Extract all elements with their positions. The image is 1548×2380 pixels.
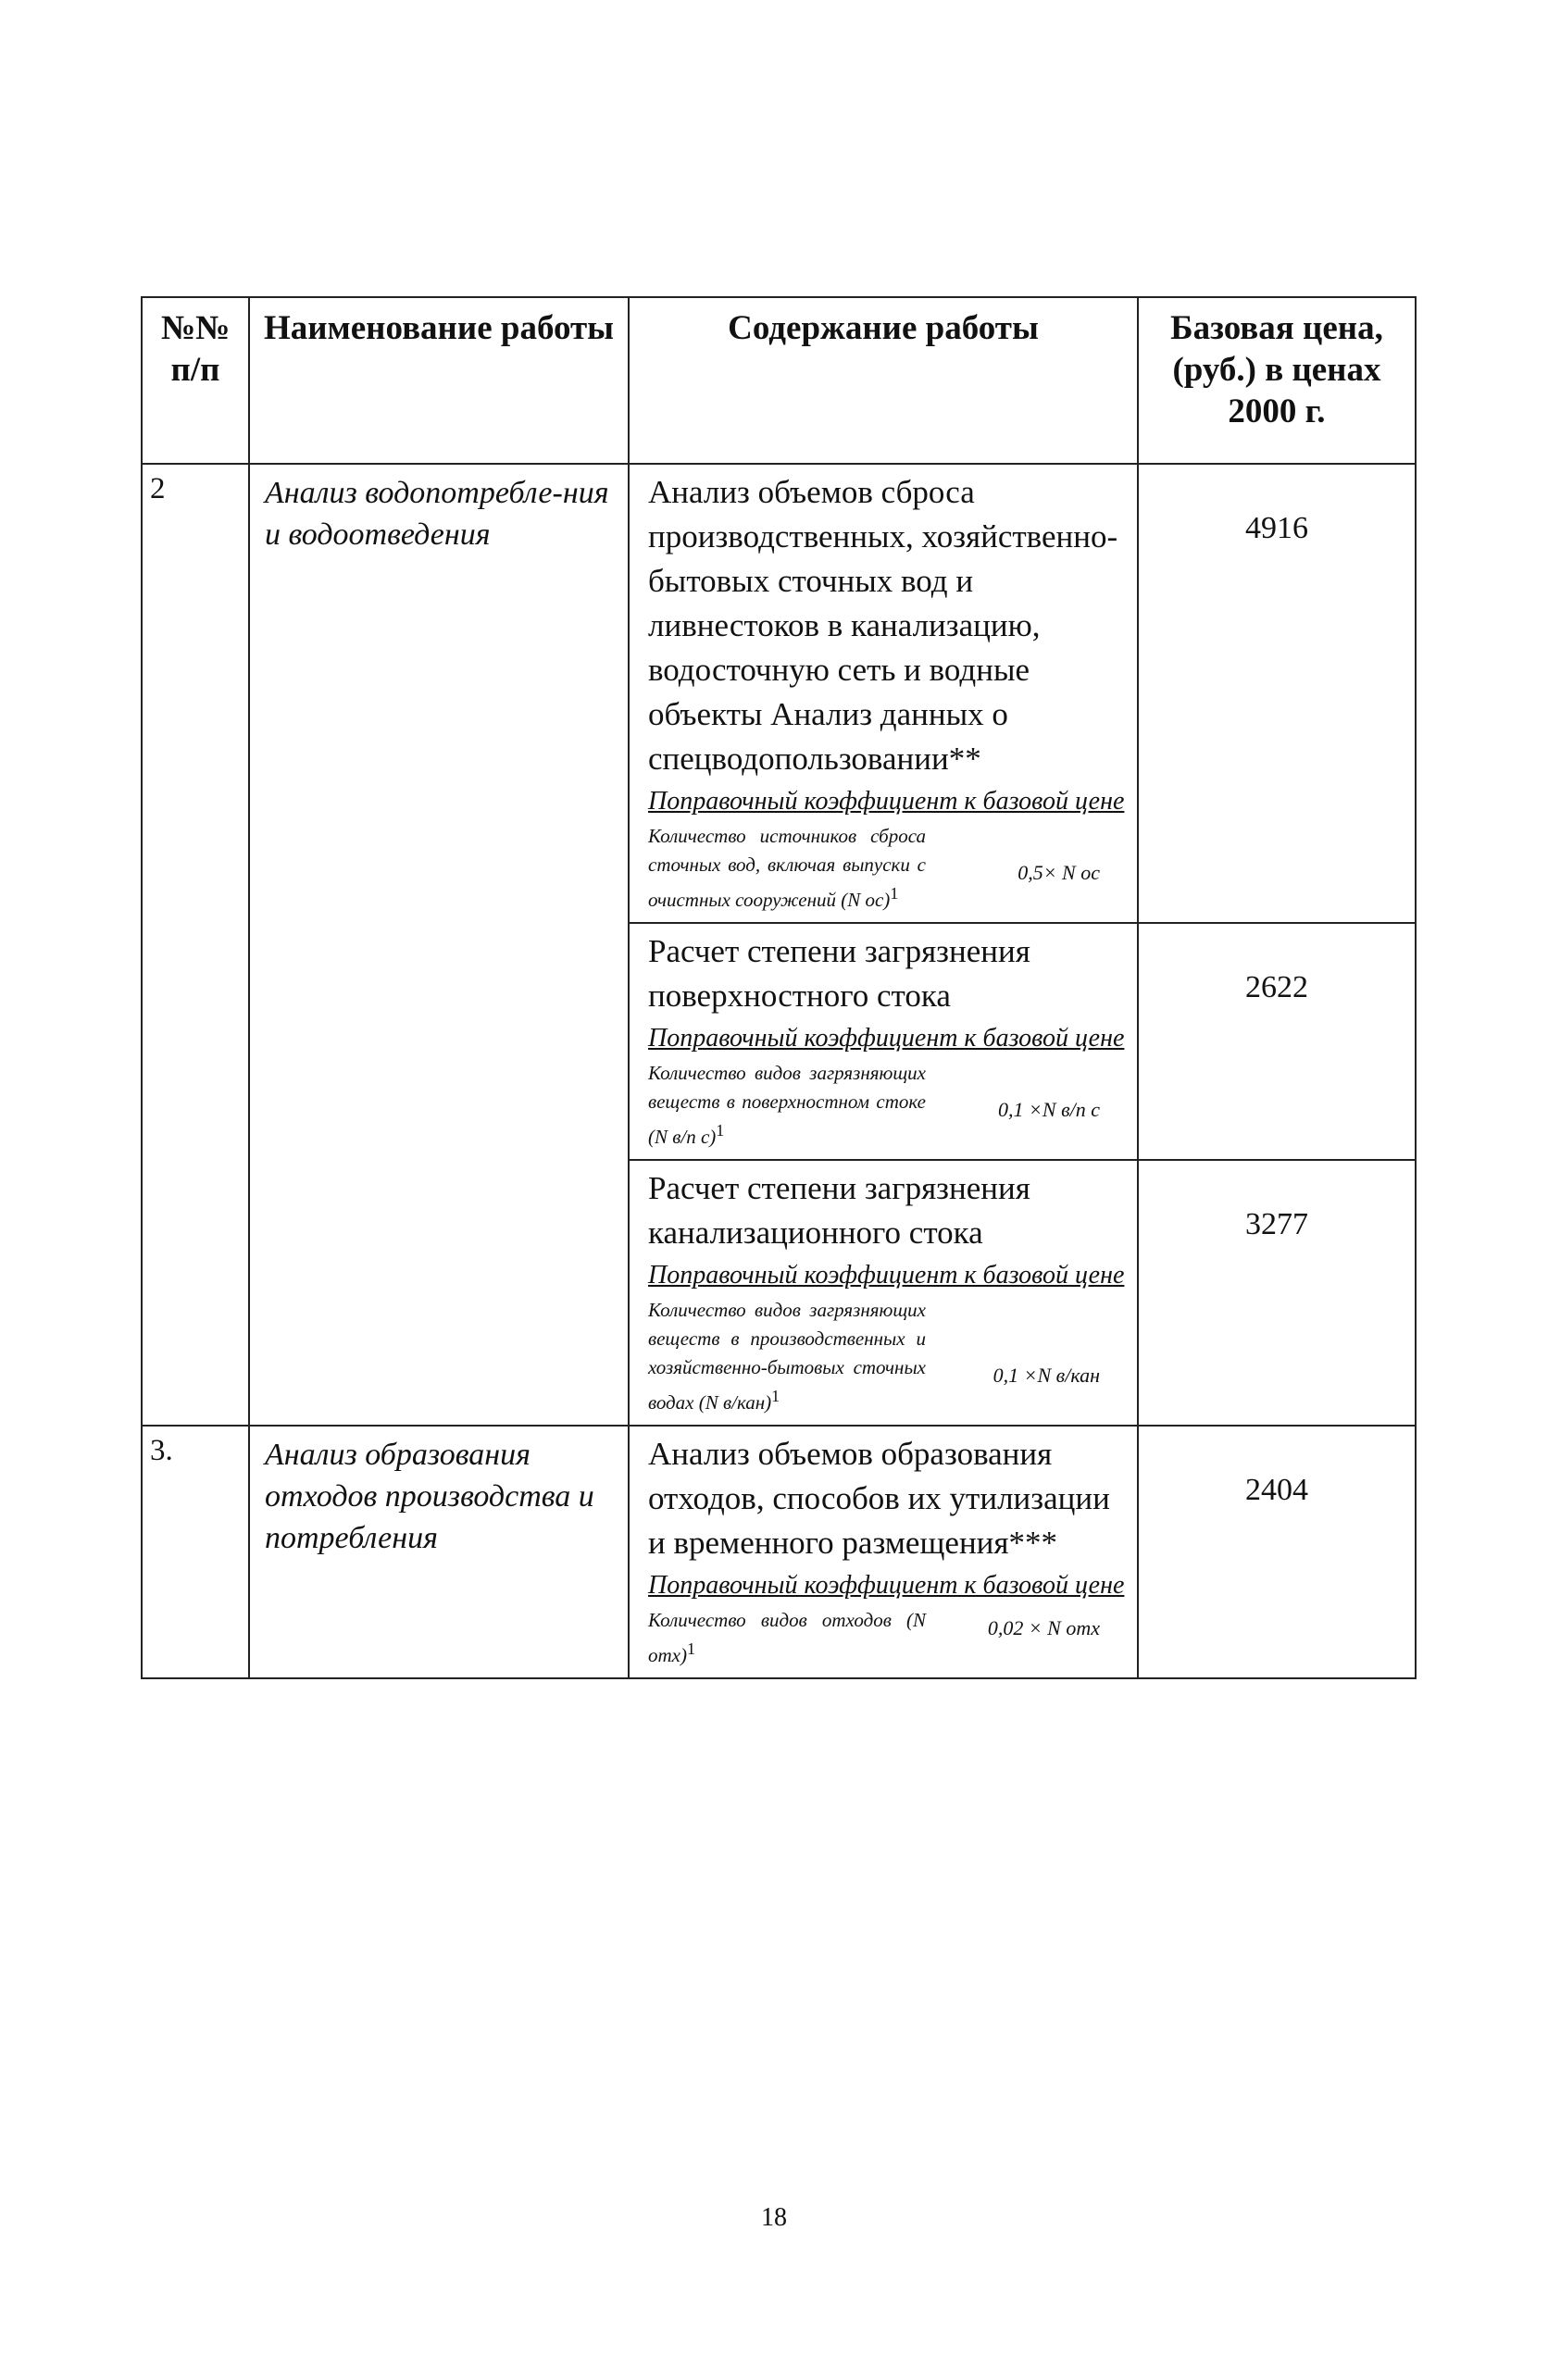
row-number: 2 xyxy=(142,464,249,1426)
price-table xyxy=(141,296,1417,1679)
coefficient-title: Поправочный коэффициент к базовой цене xyxy=(648,1261,1125,1290)
coefficient-label: Количество источников сброса сточных вод, включая выпуски с очистных сооружений (N ос)$^1$ xyxy=(648,825,926,911)
work-content-cell xyxy=(629,923,1138,1160)
coefficient-label: Количество видов загрязняющих веществ в поверхностном стоке (N в/п с)$^1$ xyxy=(648,1062,926,1148)
coefficient-label: Количество видов отходов (N отх)$^1$ xyxy=(648,1609,926,1666)
work-content-cell xyxy=(629,464,1138,923)
work-description: Расчет степени загрязнения канализационного стока xyxy=(648,1170,1030,1251)
coefficient-label: Количество видов загрязняющих веществ в производственных и хозяйственно-бытовых сточных водах (N в/кан)$^1$ xyxy=(648,1299,926,1414)
table-row xyxy=(142,464,1416,923)
work-description: Расчет степени загрязнения поверхностного стока xyxy=(648,933,1030,1014)
coefficient-formula: 0,1 ×N в/п с xyxy=(998,1098,1100,1121)
header-work-content: Содержание работы xyxy=(629,297,1138,464)
work-content-cell xyxy=(629,1160,1138,1426)
work-content-cell xyxy=(629,1426,1138,1678)
coefficient-formula: 0,1 ×N в/кан xyxy=(992,1364,1100,1387)
price-cell: 2404 xyxy=(1138,1426,1416,1678)
price-cell: 2622 xyxy=(1138,923,1416,1160)
coefficient-title: Поправочный коэффициент к базовой цене xyxy=(648,787,1125,816)
row-work-name: Анализ водопотребле-ния и водоотведения xyxy=(249,464,629,1426)
price-cell: 3277 xyxy=(1138,1160,1416,1426)
row-number: 3. xyxy=(142,1426,249,1678)
coefficient-formula: 0,02 × N отх xyxy=(987,1616,1100,1639)
work-description: Анализ объемов образования отходов, способов их утилизации и временного размещения*** xyxy=(648,1436,1110,1561)
page-number: 18 xyxy=(761,2203,787,2232)
price-cell: 4916 xyxy=(1138,464,1416,923)
header-work-name: Наименование работы xyxy=(249,297,629,464)
table-row xyxy=(142,1426,1416,1678)
coefficient-title: Поправочный коэффициент к базовой цене xyxy=(648,1571,1125,1600)
row-work-name: Анализ образования отходов производства и потребления xyxy=(249,1426,629,1678)
header-number: №№ п/п xyxy=(142,297,249,464)
coefficient-formula: 0,5× N ос xyxy=(1017,861,1100,884)
table-header-row xyxy=(142,297,1416,464)
coefficient-title: Поправочный коэффициент к базовой цене xyxy=(648,1024,1125,1053)
header-base-price: Базовая цена, (руб.) в ценах 2000 г. xyxy=(1138,297,1416,464)
work-description: Анализ объемов сброса производственных, хозяйственно-бытовых сточных вод и ливнестоков в канализацию, водосточную сеть и водные объекты Анализ данных о спецводопользовании** xyxy=(648,474,1118,777)
